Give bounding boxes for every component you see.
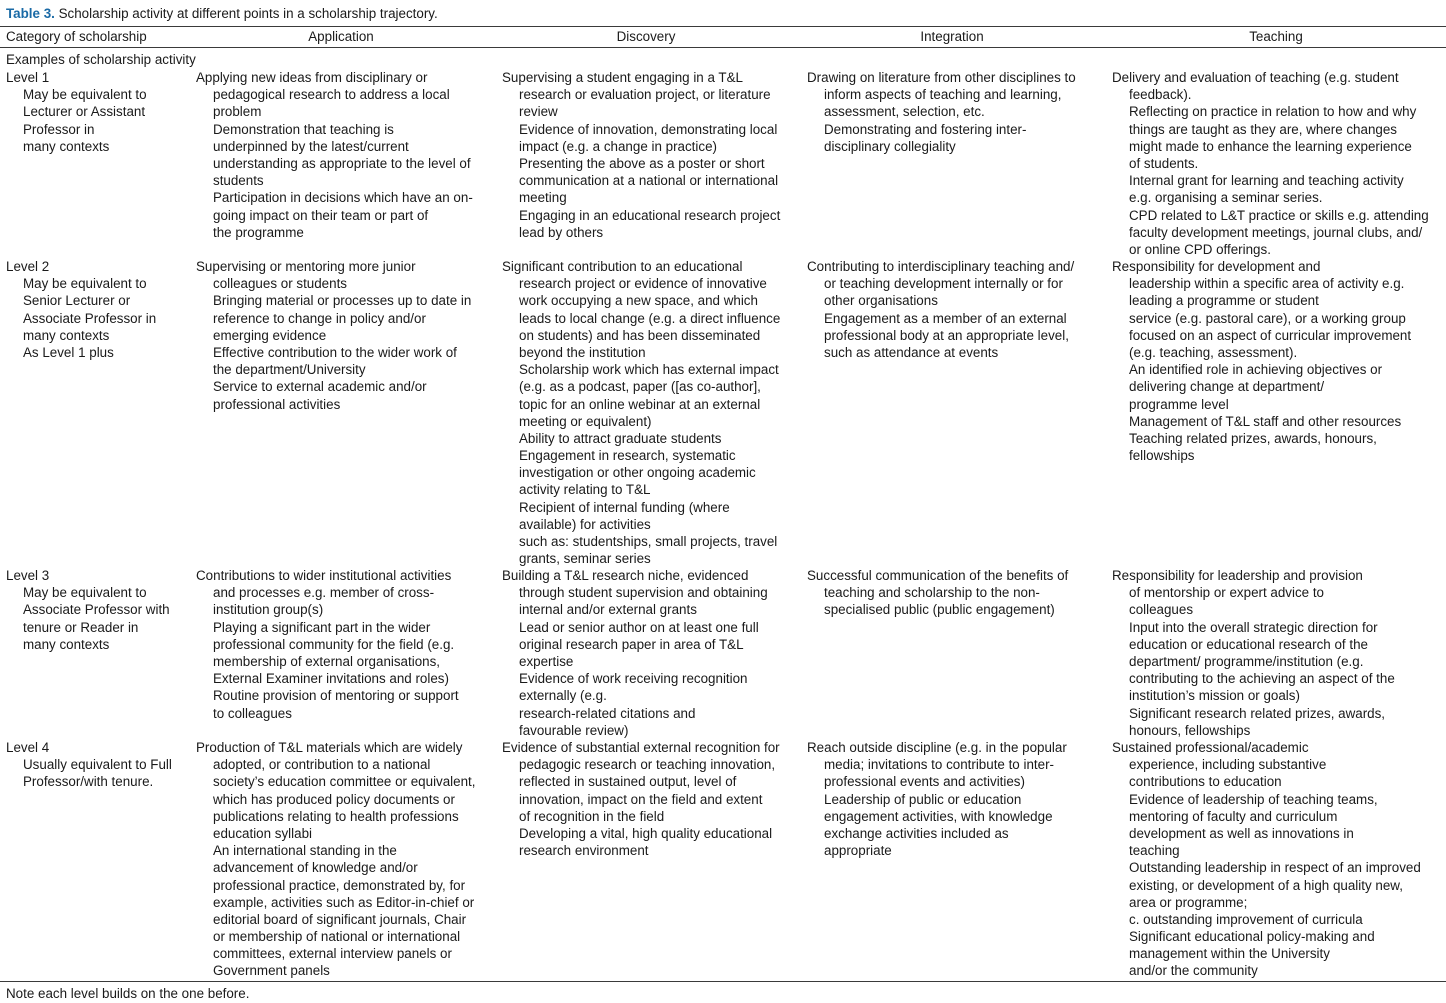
cell-line: and processes e.g. member of cross- xyxy=(213,585,435,601)
cell-line: Evidence of substantial external recognition for xyxy=(502,740,780,755)
cell-line: Supervising or mentoring more junior xyxy=(196,259,416,274)
cell-line: pedagogic research or teaching innovation, xyxy=(519,757,776,773)
cell-line: many contexts xyxy=(23,636,110,652)
cell-level-2-integration xyxy=(807,258,1074,361)
cell-line: the programme xyxy=(213,224,304,240)
cell-line: feedback). xyxy=(1129,87,1192,103)
cell-line: colleagues or students xyxy=(213,276,347,292)
cell-line: (e.g. as a podcast, paper ([as co-author], xyxy=(519,379,761,395)
cell-line: Ability to attract graduate students xyxy=(519,430,722,446)
cell-line: Evidence of innovation, demonstrating local xyxy=(519,121,778,137)
cell-line: Contributing to interdisciplinary teaching and/ xyxy=(807,259,1075,274)
cell-line: teaching and scholarship to the non- xyxy=(824,585,1040,601)
cell-line: institution’s mission or goals) xyxy=(1129,688,1300,704)
cell-line: favourable review) xyxy=(519,722,629,738)
cell-line: Internal grant for learning and teaching activity xyxy=(1129,173,1404,189)
cell-line: society’s education committee or equivalent, xyxy=(213,774,476,790)
cell-line: professional events and activities) xyxy=(824,774,1025,790)
cell-line: many contexts xyxy=(23,138,110,154)
cell-line: inform aspects of teaching and learning, xyxy=(824,87,1062,103)
table-top-rule xyxy=(0,26,1446,27)
cell-line: Sustained professional/academic xyxy=(1112,740,1309,755)
cell-line: original research paper in area of T&L xyxy=(519,636,744,652)
cell-level-1-discovery xyxy=(502,69,780,241)
cell-level-4-category xyxy=(6,739,172,791)
cell-line: Outstanding leadership in respect of an improved xyxy=(1129,860,1421,876)
cell-line: topic for an online webinar at an external xyxy=(519,396,761,412)
cell-line: expertise xyxy=(519,653,574,669)
cell-line: grants, seminar series xyxy=(519,551,651,567)
cell-line: Demonstrating and fostering inter- xyxy=(824,121,1027,137)
cell-level-3-application xyxy=(196,567,459,722)
cell-line: Input into the overall strategic direction for xyxy=(1129,619,1378,635)
cell-line: Bringing material or processes up to date in xyxy=(213,293,472,309)
cell-line: service (e.g. pastoral care), or a working group xyxy=(1129,310,1406,326)
cell-line: investigation or other ongoing academic xyxy=(519,465,756,481)
cell-line: Reach outside discipline (e.g. in the popular xyxy=(807,740,1067,755)
cell-line: or membership of national or international xyxy=(213,929,461,945)
table-note: Note each level builds on the one before. xyxy=(6,986,250,1001)
cell-line: professional activities xyxy=(213,396,341,412)
cell-level-1-teaching xyxy=(1112,69,1429,258)
cell-line: beyond the institution xyxy=(519,344,646,360)
cell-line: mentoring of faculty and curriculum xyxy=(1129,808,1338,824)
cell-line: existing, or development of a high quality new, xyxy=(1129,877,1403,893)
cell-line: engagement activities, with knowledge xyxy=(824,808,1053,824)
cell-line: Level 3 xyxy=(6,568,50,583)
cell-line: Demonstration that teaching is xyxy=(213,121,394,137)
cell-level-1-integration xyxy=(807,69,1076,155)
column-header-discovery: Discovery xyxy=(616,29,676,44)
cell-level-2-category xyxy=(6,258,156,361)
cell-line: Presenting the above as a poster or short xyxy=(519,155,765,171)
cell-line: example, activities such as Editor-in-chief or xyxy=(213,894,475,910)
cell-line: many contexts xyxy=(23,327,110,343)
cell-line: meeting xyxy=(519,190,567,206)
cell-line: such as: studentships, small projects, travel xyxy=(519,534,778,549)
cell-line: leads to local change (e.g. a direct influence xyxy=(519,310,781,326)
cell-line: Lead or senior author on at least one full xyxy=(519,619,759,635)
cell-line: or online CPD offerings. xyxy=(1129,241,1271,257)
cell-line: External Examiner invitations and roles) xyxy=(213,671,449,687)
cell-line: innovation, impact on the field and extent xyxy=(519,791,763,807)
column-header-application: Application xyxy=(308,29,374,44)
cell-line: Service to external academic and/or xyxy=(213,379,427,395)
cell-line: May be equivalent to xyxy=(23,276,147,292)
header-bottom-rule xyxy=(0,47,1446,48)
cell-line: such as attendance at events xyxy=(824,344,999,360)
cell-line: CPD related to L&T practice or skills e.g. attending xyxy=(1129,207,1429,223)
table-subheading: Examples of scholarship activity xyxy=(6,52,196,67)
cell-line: focused on an aspect of curricular improvement xyxy=(1129,327,1412,343)
cell-level-3-discovery xyxy=(502,567,768,739)
cell-line: fellowships xyxy=(1129,448,1195,464)
cell-line: research project or evidence of innovative xyxy=(519,276,767,292)
cell-line: leadership within a specific area of activity e.g. xyxy=(1129,276,1405,292)
cell-line: Participation in decisions which have an on- xyxy=(213,190,473,206)
cell-line: assessment, selection, etc. xyxy=(824,104,985,120)
cell-line: and/or the community xyxy=(1129,963,1258,979)
cell-line: appropriate xyxy=(824,843,892,859)
cell-level-2-teaching xyxy=(1112,258,1411,464)
cell-line: internal and/or external grants xyxy=(519,602,697,618)
cell-line: Leadership of public or education xyxy=(824,791,1022,807)
cell-line: Responsibility for leadership and provision xyxy=(1112,568,1363,583)
cell-line: Reflecting on practice in relation to how and why xyxy=(1129,104,1417,120)
cell-line: development as well as innovations in xyxy=(1129,825,1354,841)
cell-line: professional practice, demonstrated by, for xyxy=(213,877,466,893)
cell-line: leading a programme or student xyxy=(1129,293,1319,309)
cell-line: programme level xyxy=(1129,396,1229,412)
cell-line: May be equivalent to xyxy=(23,87,147,103)
cell-line: Delivery and evaluation of teaching (e.g. student xyxy=(1112,70,1399,85)
cell-line: adopted, or contribution to a national xyxy=(213,757,431,773)
cell-line: Teaching related prizes, awards, honours, xyxy=(1129,430,1377,446)
cell-line: underpinned by the latest/current xyxy=(213,138,409,154)
cell-line: Developing a vital, high quality educational xyxy=(519,825,773,841)
cell-line: Recipient of internal funding (where xyxy=(519,499,730,515)
cell-line: contributing to the achieving an aspect of the xyxy=(1129,671,1395,687)
cell-line: experience, including substantive xyxy=(1129,757,1327,773)
cell-line: Responsibility for development and xyxy=(1112,259,1321,274)
cell-line: going impact on their team or part of xyxy=(213,207,429,223)
cell-line: department/ programme/institution (e.g. xyxy=(1129,653,1364,669)
cell-line: to colleagues xyxy=(213,705,292,721)
cell-line: Level 1 xyxy=(6,70,50,85)
cell-line: review xyxy=(519,104,558,120)
cell-line: available) for activities xyxy=(519,516,651,532)
cell-line: Production of T&L materials which are widely xyxy=(196,740,463,755)
cell-line: disciplinary collegiality xyxy=(824,138,956,154)
cell-line: externally (e.g. xyxy=(519,688,607,704)
cell-line: work occupying a new space, and which xyxy=(519,293,758,309)
cell-level-4-discovery xyxy=(502,739,780,859)
cell-line: Scholarship work which has external impact xyxy=(519,362,779,378)
cell-line: Playing a significant part in the wider xyxy=(213,619,431,635)
cell-line: Evidence of work receiving recognition xyxy=(519,671,748,687)
cell-line: things are taught as they are, where changes xyxy=(1129,121,1397,137)
cell-line: Contributions to wider institutional activities xyxy=(196,568,452,583)
cell-line: An international standing in the xyxy=(213,843,397,859)
column-header-integration: Integration xyxy=(920,29,984,44)
cell-line: Routine provision of mentoring or support xyxy=(213,688,459,704)
cell-line: of students. xyxy=(1129,155,1199,171)
cell-level-4-application xyxy=(196,739,476,980)
cell-level-3-teaching xyxy=(1112,567,1395,739)
cell-line: c. outstanding improvement of curricula xyxy=(1129,911,1363,927)
cell-line: Level 2 xyxy=(6,259,50,274)
cell-line: education syllabi xyxy=(213,825,313,841)
table-caption xyxy=(6,5,438,22)
cell-line: research environment xyxy=(519,843,649,859)
cell-line: Effective contribution to the wider work of xyxy=(213,344,457,360)
cell-line: activity relating to T&L xyxy=(519,482,651,498)
cell-line: Lecturer or Assistant xyxy=(23,104,146,120)
cell-line: Building a T&L research niche, evidenced xyxy=(502,568,749,583)
cell-line: of recognition in the field xyxy=(519,808,665,824)
cell-line: pedagogical research to address a local xyxy=(213,87,450,103)
cell-line: students xyxy=(213,173,264,189)
cell-level-2-application xyxy=(196,258,471,413)
cell-line: research or evaluation project, or literature xyxy=(519,87,771,103)
cell-line: publications relating to health professions xyxy=(213,808,459,824)
cell-level-1-application xyxy=(196,69,473,241)
cell-line: Senior Lecturer or xyxy=(23,293,131,309)
column-header-category: Category of scholarship xyxy=(6,29,147,44)
cell-line: communication at a national or international xyxy=(519,173,779,189)
cell-line: which has produced policy documents or xyxy=(213,791,455,807)
cell-line: contributions to education xyxy=(1129,774,1282,790)
cell-line: Associate Professor in xyxy=(23,310,157,326)
cell-line: (e.g. teaching, assessment). xyxy=(1129,344,1298,360)
cell-line: advancement of knowledge and/or xyxy=(213,860,418,876)
cell-level-4-integration xyxy=(807,739,1067,859)
cell-line: Drawing on literature from other disciplines to xyxy=(807,70,1076,85)
cell-line: faculty development meetings, journal clubs, and/ xyxy=(1129,224,1423,240)
cell-line: or teaching development internally or for xyxy=(824,276,1063,292)
cell-line: honours, fellowships xyxy=(1129,722,1251,738)
cell-line: Management of T&L staff and other resources xyxy=(1129,413,1402,429)
cell-line: problem xyxy=(213,104,262,120)
cell-level-3-category xyxy=(6,567,170,653)
cell-level-1-category xyxy=(6,69,147,155)
cell-line: e.g. organising a seminar series. xyxy=(1129,190,1323,206)
table-bottom-rule xyxy=(0,981,1446,982)
cell-line: Professor/with tenure. xyxy=(23,774,154,790)
cell-line: tenure or Reader in xyxy=(23,619,139,635)
cell-level-3-integration xyxy=(807,567,1068,619)
cell-line: delivering change at department/ xyxy=(1129,379,1325,395)
table-caption-text: Scholarship activity at different points in a scholarship trajectory. xyxy=(58,6,438,21)
cell-line: other organisations xyxy=(824,293,938,309)
cell-line: Significant contribution to an educational xyxy=(502,259,743,274)
cell-line: teaching xyxy=(1129,843,1180,859)
column-header-teaching: Teaching xyxy=(1249,29,1303,44)
cell-line: professional body at an appropriate level, xyxy=(824,327,1069,343)
cell-line: the department/University xyxy=(213,362,366,378)
cell-line: May be equivalent to xyxy=(23,585,147,601)
cell-line: understanding as appropriate to the level of xyxy=(213,155,471,171)
cell-line: of mentorship or expert advice to xyxy=(1129,585,1325,601)
cell-line: media; invitations to contribute to inter- xyxy=(824,757,1054,773)
cell-line: editorial board of significant journals, Chair xyxy=(213,911,467,927)
cell-line: Supervising a student engaging in a T&L xyxy=(502,70,743,85)
cell-line: Engagement as a member of an external xyxy=(824,310,1067,326)
cell-line: Professor in xyxy=(23,121,95,137)
cell-line: Government panels xyxy=(213,963,330,979)
cell-line: through student supervision and obtaining xyxy=(519,585,768,601)
cell-level-4-teaching xyxy=(1112,739,1421,980)
cell-line: Usually equivalent to Full xyxy=(23,757,172,773)
cell-line: Successful communication of the benefits of xyxy=(807,568,1069,583)
cell-line: management within the University xyxy=(1129,946,1330,962)
cell-line: Significant research related prizes, awards, xyxy=(1129,705,1386,721)
cell-line: specialised public (public engagement) xyxy=(824,602,1055,618)
cell-line: institution group(s) xyxy=(213,602,324,618)
cell-line: might made to enhance the learning experience xyxy=(1129,138,1412,154)
cell-level-2-discovery xyxy=(502,258,780,567)
cell-line: Engagement in research, systematic xyxy=(519,448,736,464)
cell-line: professional community for the field (e.g. xyxy=(213,636,455,652)
cell-line: membership of external organisations, xyxy=(213,653,441,669)
cell-line: Significant educational policy-making and xyxy=(1129,929,1375,945)
cell-line: reflected in sustained output, level of xyxy=(519,774,737,790)
table-caption-label: Table 3. xyxy=(6,6,55,21)
cell-line: area or programme; xyxy=(1129,894,1248,910)
cell-line: reference to change in policy and/or xyxy=(213,310,426,326)
cell-line: exchange activities included as xyxy=(824,825,1009,841)
cell-line: emerging evidence xyxy=(213,327,327,343)
cell-line: meeting or equivalent) xyxy=(519,413,652,429)
cell-line: impact (e.g. a change in practice) xyxy=(519,138,717,154)
cell-line: An identified role in achieving objectives or xyxy=(1129,362,1383,378)
cell-line: on students) and has been disseminated xyxy=(519,327,761,343)
cell-line: Applying new ideas from disciplinary or xyxy=(196,70,428,85)
cell-line: lead by others xyxy=(519,224,604,240)
cell-line: education or educational research of the xyxy=(1129,636,1368,652)
cell-line: Engaging in an educational research project xyxy=(519,207,781,223)
cell-line: Level 4 xyxy=(6,740,50,755)
cell-line: committees, external interview panels or xyxy=(213,946,452,962)
cell-line: As Level 1 plus xyxy=(23,344,114,360)
cell-line: research-related citations and xyxy=(519,705,696,721)
cell-line: colleagues xyxy=(1129,602,1194,618)
cell-line: Evidence of leadership of teaching teams, xyxy=(1129,791,1378,807)
cell-line: Associate Professor with xyxy=(23,602,170,618)
